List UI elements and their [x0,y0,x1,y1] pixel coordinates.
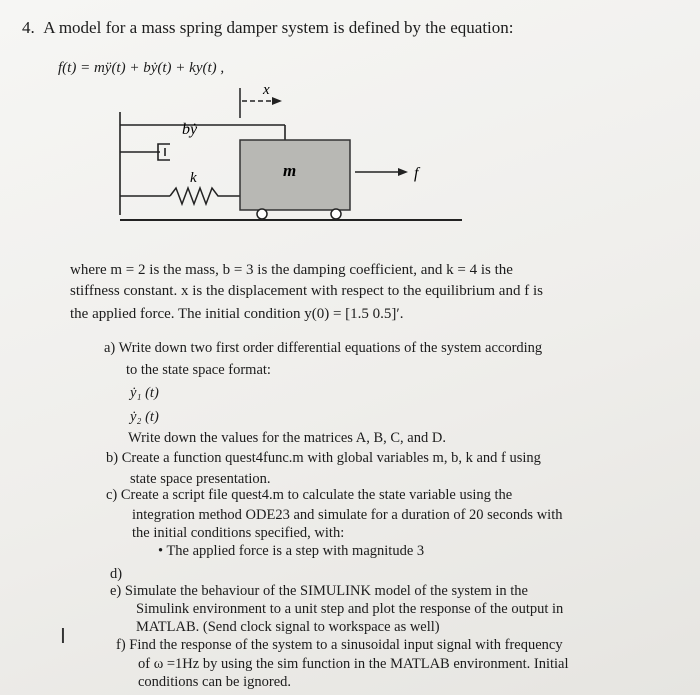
item-d-label: d) [110,566,123,582]
spring-label: k [190,170,197,186]
item-a-line-1: a) Write down two first order differential equations of the system according [104,340,543,356]
item-f-line-1: f) Find the response of the system to a sinusoidal input signal with frequency [116,637,563,653]
question-number: 4. [22,18,35,37]
item-a-line-3: Write down the values for the matrices A, B, C, and D. [128,430,446,446]
item-e-line-1: e) Simulate the behaviour of the SIMULINK model of the system in the [110,583,528,599]
parameters-line-3: the applied force. The initial condition y(0) = [1.5 0.5]′. [70,306,404,322]
item-b-line-2: state space presentation. [130,471,271,487]
parameters-line-2: stiffness constant. x is the displacement with respect to the equilibrium and f is [70,283,543,299]
item-a-line-2: to the state space format: [126,362,271,378]
left-wheel [257,209,267,219]
spring-coil [170,188,240,204]
item-c-line-1: c) Create a script file quest4.m to calculate the state variable using the [106,487,513,503]
governing-equation: f(t) = mÿ(t) + bẏ(t) + ky(t) , [58,60,225,76]
item-c-line-3: the initial conditions specified, with: [132,525,345,541]
displacement-arrowhead [272,97,282,105]
damper-label: bẏ [182,121,198,138]
displacement-label: x [263,82,270,98]
item-f-line-2: of ω =1Hz by using the sim function in the MATLAB environment. Initial [138,656,569,672]
item-a-state-1: ẏ₁ (t) [130,385,159,401]
force-label: f [414,165,419,182]
mass-spring-damper-diagram [0,0,700,260]
item-e-line-3: MATLAB. (Send clock signal to workspace as well) [136,619,440,635]
item-c-line-2: integration method ODE23 and simulate for a duration of 20 seconds with [132,507,563,523]
right-wheel [331,209,341,219]
item-a-state-2: ẏ₂ (t) [130,409,159,425]
item-e-line-2: Simulink environment to a unit step and plot the response of the output in [136,601,564,617]
force-arrowhead [398,168,408,176]
item-c-bullet: • The applied force is a step with magnitude 3 [158,543,425,559]
parameters-line-1: where m = 2 is the mass, b = 3 is the damping coefficient, and k = 4 is the [70,262,513,278]
item-f-line-3: conditions can be ignored. [138,674,292,690]
item-b-line-1: b) Create a function quest4func.m with global variables m, b, k and f using [106,450,541,466]
question-title: A model for a mass spring damper system is defined by the equation: [43,18,514,37]
mass-label: m [283,161,297,180]
text-cursor-icon: I [60,624,66,648]
